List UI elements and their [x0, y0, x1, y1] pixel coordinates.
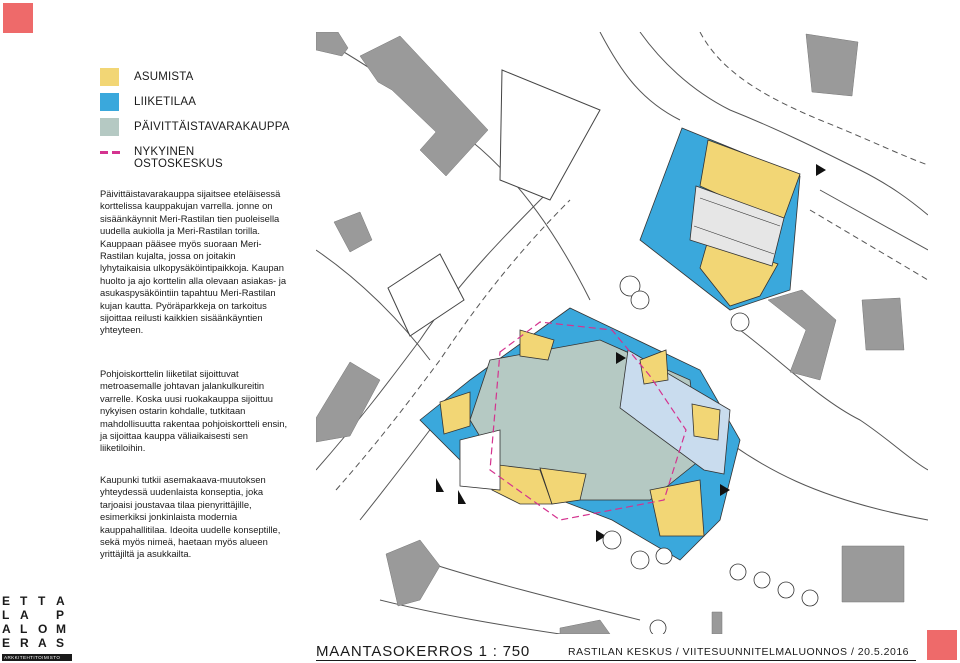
office-logo: E T T A L A P A L O M E R A S ARKKITEHTITOIMISTO — [2, 594, 75, 660]
project-info: RASTILAN KESKUS / VIITESUUNNITELMALUONNOS / 20.5.2016 — [568, 646, 910, 658]
description-paragraph-2: Pohjoiskorttelin liiketilat sijoittuvat metroasemalle johtavan jalankulkureitin varrelle. Koska uusi ruokakauppa sijoittuu nykyisen ostarin kohdalle, tutkitaan mahdollisuutta rakentaa pohjoiskortteli ensin, ja sijoittaa kauppa väliaikaisesti sen liiketiloihin. — [100, 368, 288, 454]
footer-rule — [316, 660, 916, 661]
south-block-service-yard — [460, 430, 500, 490]
north-block — [640, 128, 800, 310]
plan-title: MAANTASOKERROS 1 : 750 — [316, 643, 531, 660]
legend-label: PÄIVITTÄISTAVARAKAUPPA — [134, 121, 290, 133]
corner-mark-top-left — [3, 3, 33, 33]
legend-label: NYKYINEN OSTOSKESKUS — [134, 146, 223, 170]
corner-mark-bottom-right — [927, 630, 957, 660]
legend-label: ASUMISTA — [134, 71, 194, 83]
south-block-housing-1 — [650, 480, 704, 536]
south-block — [420, 308, 740, 560]
legend-swatch-paivittaistavarakauppa — [100, 118, 119, 136]
legend-dash-nykyinen-ostoskeskus — [100, 151, 120, 154]
south-block-housing-6 — [692, 404, 720, 440]
legend-swatch-liiketilaa — [100, 93, 119, 111]
site-plan — [316, 32, 928, 634]
legend-swatch-asumista — [100, 68, 119, 86]
description-paragraph-3: Kaupunki tutkii asemakaava-muutoksen yhteydessä uudenlaista konseptia, joka tarjoaisi joustavaa tilaa pienyrittäjille, esimerkiksi jonkinlaista modernia kauppahallitilaa. Ideoita uudelle konseptille, sekä myös nimeä, haetaan myös alueen yrittäjiltä ja asukkailta. — [100, 474, 281, 560]
legend-label: LIIKETILAA — [134, 96, 197, 108]
description-paragraph-1: Päivittäistavarakauppa sijaitsee eteläisessä korttelissa kauppakujan varrella. jonne on sisäänkäynnit Meri-Rastilan tien puoleisella uudella aukiolla ja Meri-Rastilan torilla. Kauppaan pääsee myös suoraan Meri-Rastilan kujalta, jossa on joitakin lyhytaikaisia ulkopysäköintipaikkoja. Kaupan huolto ja ajo korttelin alla olevaan asiakas- ja asukaspysäköintiin tapahtuu Meri-Rastilan kujan kautta. Pyöräparkkeja on tarkoitus sijoittaa reilusti kaikkien sisäänkäyntien yhteyteen. — [100, 188, 287, 336]
south-block-housing-4 — [440, 392, 470, 434]
